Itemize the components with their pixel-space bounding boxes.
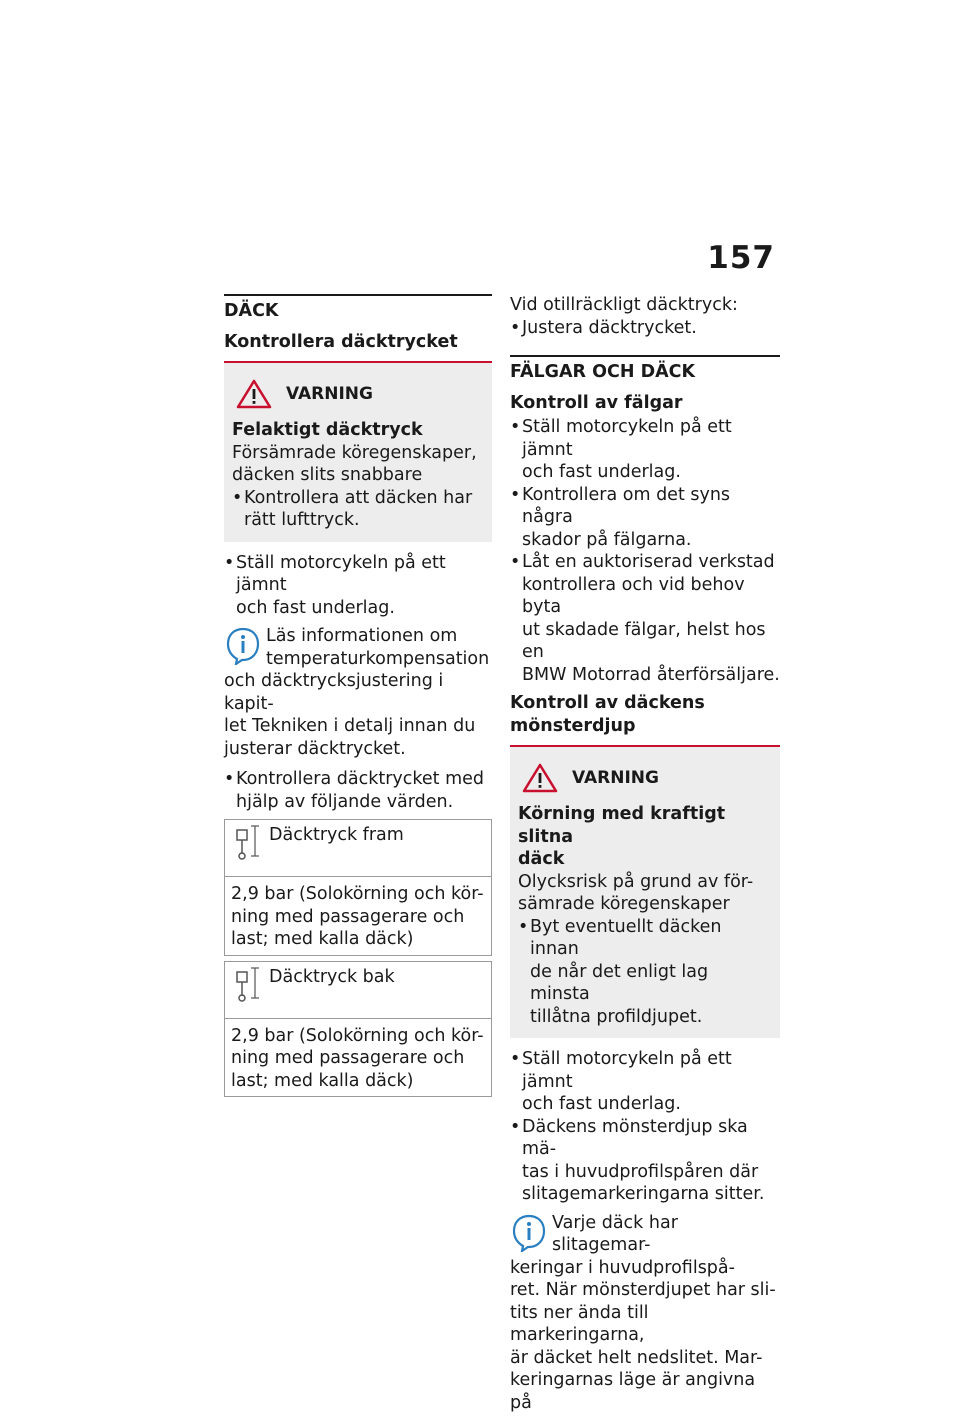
info-note <box>224 625 492 760</box>
intro-bullet: • Justera däcktrycket. <box>510 317 780 340</box>
info-line: keringar i huvudprofilspå- <box>510 1257 735 1278</box>
rim-bullet <box>510 551 780 686</box>
bullet-line: • Däckens mönsterdjup ska mä- <box>522 1116 748 1159</box>
value-line: ning med passagerare och <box>231 1048 465 1068</box>
title-line: mönsterdjup <box>510 715 636 736</box>
instruction-bullet <box>224 552 492 620</box>
tire-pressure-table <box>224 819 492 1097</box>
subsection-title: Kontroll av fälgar <box>510 392 683 413</box>
bullet-line: de når det enligt lag minsta <box>530 961 709 1004</box>
warning-text: Olycksrisk på grund av för- <box>518 871 754 892</box>
bullet-line: BMW Motorrad återförsäljare. <box>522 664 780 685</box>
info-line: keringarnas läge är angivna på <box>510 1370 756 1413</box>
bullet-line: • Ställ motorcykeln på ett jämnt <box>522 417 732 460</box>
warning-box <box>510 747 780 1038</box>
info-line: tits ner ända till markeringarna, <box>510 1302 649 1345</box>
bullet-line: • Kontrollera däcktrycket med <box>236 769 484 789</box>
warning-bullet <box>518 916 770 1029</box>
warning-text: Försämrade köregenskaper, <box>232 442 477 463</box>
title-line: Körning med kraftigt slitna <box>518 804 726 847</box>
warning-bullet <box>232 487 482 532</box>
bullet-line: tillåtna profildjupet. <box>530 1006 703 1027</box>
bullet-line: ut skadade fälgar, helst hos en <box>522 619 766 662</box>
bullet-line: • Kontrollera att däcken har <box>244 487 473 508</box>
section-divider <box>224 294 492 296</box>
bullet-line: kontrollera och vid behov byta <box>522 574 745 617</box>
value-line: ning med passagerare och <box>231 906 465 927</box>
title-line: däck <box>518 849 565 869</box>
instruction-bullet <box>224 768 492 813</box>
bullet-line: • Låt en auktoriserad verkstad <box>522 552 775 572</box>
info-icon <box>224 625 262 665</box>
bullet-line: skador på fälgarna. <box>522 529 692 550</box>
bullet-line: • Ställ motorcykeln på ett jämnt <box>522 1049 732 1092</box>
info-line: är däcket helt nedslitet. Mar- <box>510 1347 763 1368</box>
tread-bullet <box>510 1116 780 1206</box>
info-line: ret. När mönsterdjupet har sli- <box>510 1280 776 1300</box>
tread-bullet <box>510 1048 780 1116</box>
table-value <box>225 877 491 955</box>
left-column <box>224 294 492 1102</box>
info-line: let Tekniken i detalj innan du <box>224 716 476 736</box>
table-row <box>224 961 492 1098</box>
page-number: 157 <box>707 240 775 276</box>
table-value <box>225 1019 491 1097</box>
subsection-title: Kontrollera däcktrycket <box>224 331 458 352</box>
bullet-line: • Ställ motorcykeln på ett jämnt <box>236 552 446 595</box>
warning-triangle-icon <box>236 379 272 409</box>
info-note <box>510 1212 780 1415</box>
warning-label: VARNING <box>286 383 373 404</box>
bullet-line: och fast underlag. <box>522 462 681 482</box>
bullet-line: och fast underlag. <box>522 1094 681 1114</box>
bullet-line: slitagemarkeringarna sitter. <box>522 1184 765 1204</box>
table-label: Däcktryck fram <box>269 825 404 845</box>
info-icon <box>510 1212 548 1252</box>
bullet-line: • Byt eventuellt däcken innan <box>530 916 722 959</box>
warning-label: VARNING <box>572 767 659 788</box>
warning-text: däcken slits snabbare <box>232 465 423 485</box>
bullet-line: och fast underlag. <box>236 597 395 618</box>
rim-bullet <box>510 416 780 484</box>
warning-title: Felaktigt däcktryck <box>232 420 423 440</box>
value-line: 2,9 bar (Solokörning och kör- <box>231 1025 484 1046</box>
intro-text: Vid otillräckligt däcktryck: <box>510 295 738 315</box>
table-row <box>224 819 492 956</box>
warning-triangle-icon <box>522 763 558 793</box>
bullet-line: rätt lufttryck. <box>244 510 360 530</box>
right-column <box>510 294 780 1422</box>
bullet-line: • Kontrollera om det syns några <box>522 484 731 527</box>
info-line: justerar däcktrycket. <box>224 738 406 759</box>
info-line: Varje däck har slitagemar- <box>552 1212 678 1255</box>
section-title: DÄCK <box>224 301 279 321</box>
section-divider <box>510 355 780 357</box>
value-line: 2,9 bar (Solokörning och kör- <box>231 884 484 904</box>
tire-pressure-gauge-icon <box>225 820 269 876</box>
info-line: Läs informationen om <box>266 626 458 646</box>
title-line: Kontroll av däckens <box>510 693 705 713</box>
table-label: Däcktryck bak <box>269 966 395 987</box>
info-line: och däcktrycksjustering i kapit- <box>224 671 444 714</box>
value-line: last; med kalla däck) <box>231 929 414 949</box>
value-line: last; med kalla däck) <box>231 1070 414 1091</box>
bullet-line: hjälp av följande värden. <box>236 791 454 812</box>
subsection-title <box>510 692 780 737</box>
warning-title <box>518 803 770 871</box>
tire-pressure-gauge-icon <box>225 962 269 1018</box>
info-line: temperaturkompensation <box>266 648 490 669</box>
section-title: FÄLGAR OCH DÄCK <box>510 362 696 382</box>
bullet-line: tas i huvudprofilspåren där <box>522 1161 759 1182</box>
warning-box <box>224 363 492 542</box>
rim-bullet <box>510 484 780 552</box>
warning-text: sämrade köregenskaper <box>518 894 730 914</box>
